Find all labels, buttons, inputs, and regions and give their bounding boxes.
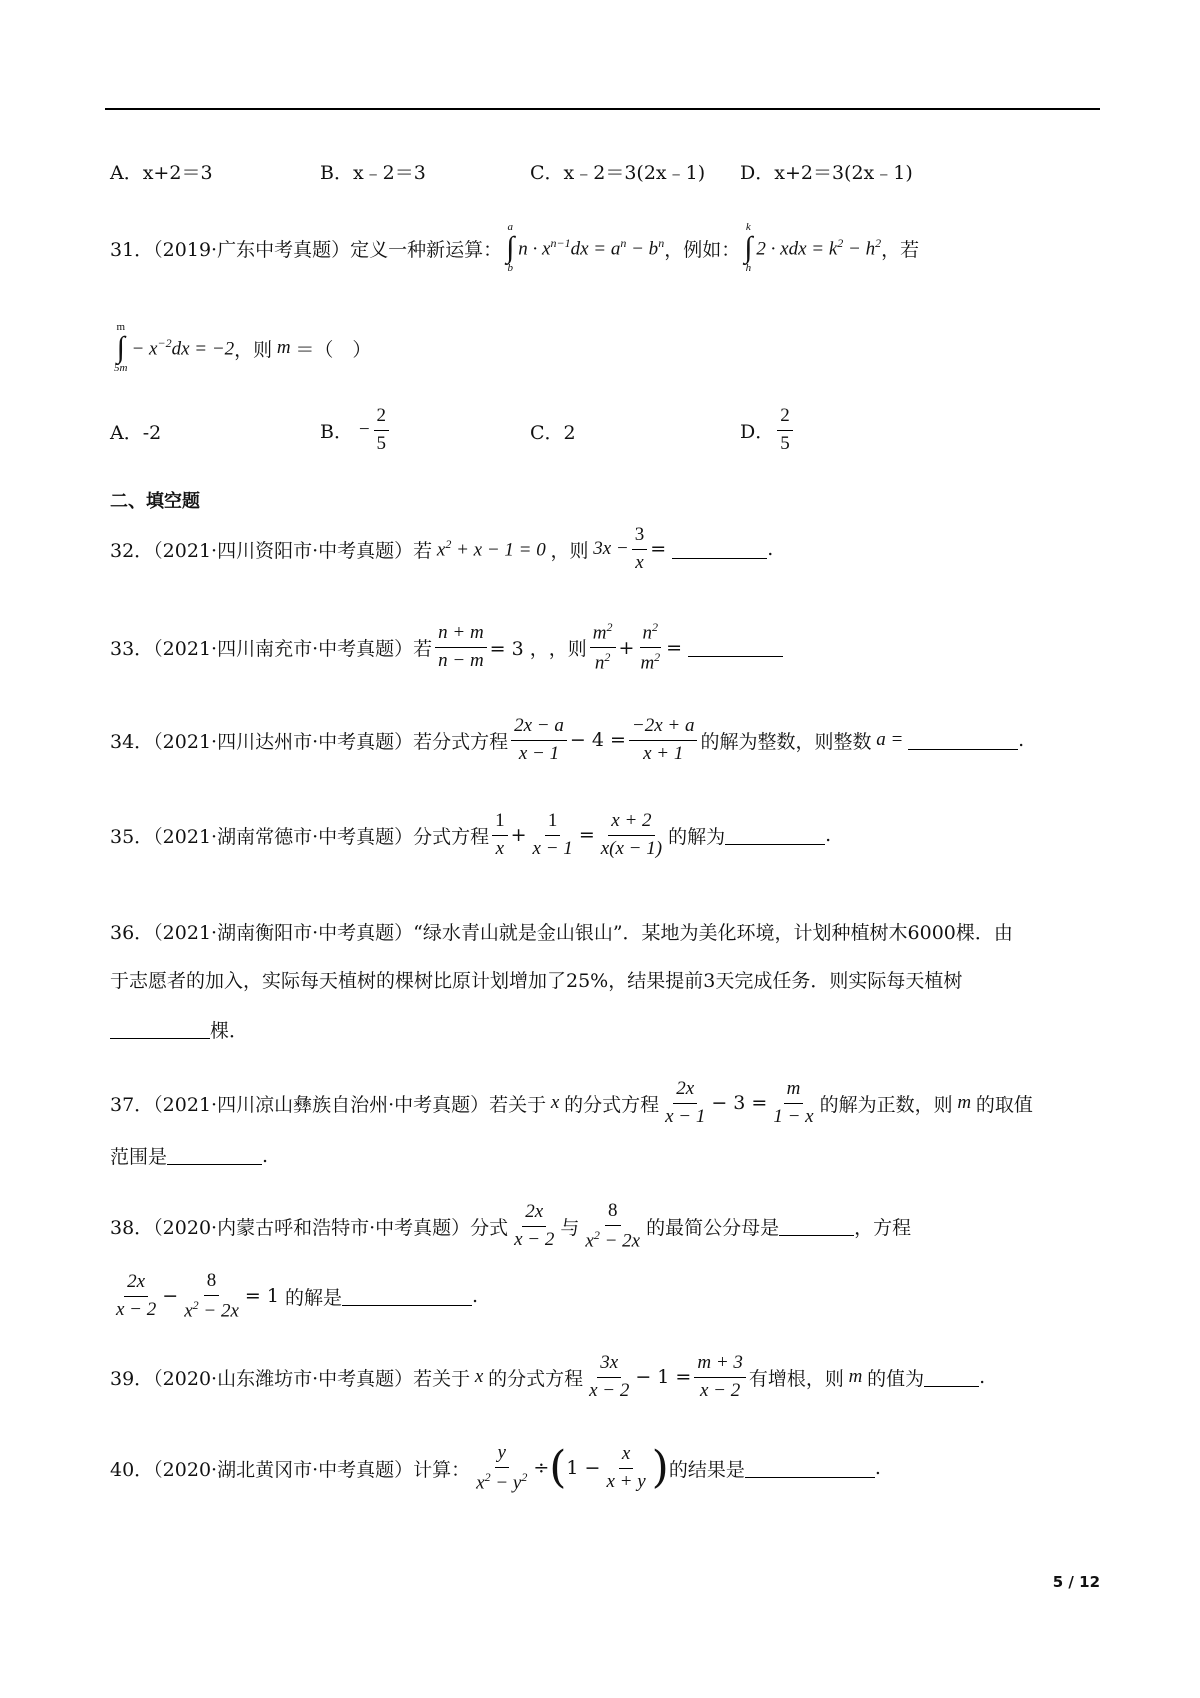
- answer-blank[interactable]: [167, 1146, 262, 1165]
- answer-blank[interactable]: [110, 1020, 210, 1039]
- integral-symbol: k ∫ h: [744, 221, 753, 274]
- q31-option-c: C．2: [530, 422, 576, 444]
- q31-option-a: A．-2: [110, 422, 162, 444]
- integral-symbol: m ∫ 5m: [114, 321, 128, 374]
- q31-formula: $n \cdot x^{n-1}dx = a^n - b^n$: [518, 235, 665, 260]
- q34: 34．（2021·四川达州市·中考真题）若分式方程 $\frac{2x - a}{x - 1}$ − 4 = $\frac{-2x + a}{x + 1}$ 的解为整数，则整数 a = .: [110, 715, 1025, 764]
- q31-text: 31．（2019·广东中考真题）定义一种新运算：: [110, 238, 503, 261]
- answer-blank[interactable]: [672, 540, 767, 559]
- answer-blank[interactable]: [745, 1459, 875, 1478]
- answer-blank[interactable]: [924, 1368, 979, 1387]
- answer-blank[interactable]: [342, 1287, 472, 1306]
- q38-line2: $\frac{2x}{x - 2}$ − $\frac{8}{x^2 - 2x}$ = 1 的解是 .: [116, 1270, 479, 1322]
- integral-symbol: a ∫ b: [506, 221, 515, 274]
- q38-line1: 38．（2020·内蒙古呼和浩特市·中考真题）分式 $\frac{2x}{x - 2}$ 与 $\frac{8}{x^2 - 2x}$ 的最简公分母是 ，方程: [110, 1200, 912, 1252]
- q35: 35．（2021·湖南常德市·中考真题）分式方程 $\frac{1}{x}$ + $\frac{1}{x - 1}$ = $\frac{x + 2}{x(x - 1)}$ 的解为 .: [110, 810, 832, 859]
- q40: 40．（2020·湖北黄冈市·中考真题）计算： $\frac{y}{x^2 - y^2}$ ÷ ( 1 − $\frac{x}{x + y}$ ) 的结果是 .: [110, 1442, 881, 1494]
- q37-line1: 37．（2021·四川凉山彝族自治州·中考真题）若关于 x 的分式方程 $\frac{2x}{x - 1}$ − 3 = $\frac{m}{1 - x}$ 的解为正数，则 m 的取值: [110, 1078, 1033, 1127]
- q33: 33．（2021·四川南充市·中考真题）若 $\frac{n + m}{n - m}$ = 3 ， ，则 $\frac{m^2}{n^2}$ + $\frac{n^2}{m^2}$ =: [110, 620, 783, 675]
- answer-blank[interactable]: [908, 731, 1018, 750]
- q31-option-d: D． $\frac{2}{5}$: [740, 405, 796, 456]
- q30-option-a: A．x+2＝3: [110, 162, 213, 184]
- header-rule: [105, 108, 1100, 110]
- answer-blank[interactable]: [688, 638, 783, 657]
- answer-blank[interactable]: [779, 1217, 854, 1236]
- q31-line1: 31．（2019·广东中考真题）定义一种新运算： a ∫ b $n \cdot x^{n-1}dx = a^n - b^n$ ，例如： k ∫ h 2 · xdx = $k^2 - h^2$ ，若: [110, 221, 920, 274]
- q36-line1: 36．（2021·湖南衡阳市·中考真题）“绿水青山就是金山银山”．某地为美化环境，计划种植树木6000棵．由: [110, 922, 1013, 944]
- answer-blank[interactable]: [725, 826, 825, 845]
- section-title: 二、填空题: [110, 491, 200, 512]
- q36-line3: 棵．: [110, 1016, 248, 1043]
- q36-line2: 于志愿者的加入，实际每天植树的棵树比原计划增加了25%，结果提前3天完成任务．则实际每天植树: [110, 970, 963, 992]
- page-number: 5 / 12: [1052, 1573, 1100, 1591]
- q30-option-b: B．x﹣2＝3: [320, 162, 426, 184]
- q39: 39．（2020·山东潍坊市·中考真题）若关于 x 的分式方程 $\frac{3x}{x - 2}$ − 1 = $\frac{m + 3}{x - 2}$ 有增根，则 m 的值为 .: [110, 1352, 986, 1401]
- q31-line2: m ∫ 5m − $x^{-2}dx = -2$ ，则 m ＝（ ）: [114, 321, 372, 374]
- q31-option-b: B． − $\frac{2}{5}$: [320, 405, 392, 456]
- q30-option-d: D．x+2＝3(2x﹣1): [740, 162, 913, 184]
- q30-option-c: C．x﹣2＝3(2x﹣1): [530, 162, 706, 184]
- q37-line2: 范围是 .: [110, 1144, 269, 1168]
- q32: 32．（2021·四川资阳市·中考真题）若 $x^2 + x - 1 = 0$ ，则 3x − $\frac{3}{x}$ = .: [110, 524, 774, 573]
